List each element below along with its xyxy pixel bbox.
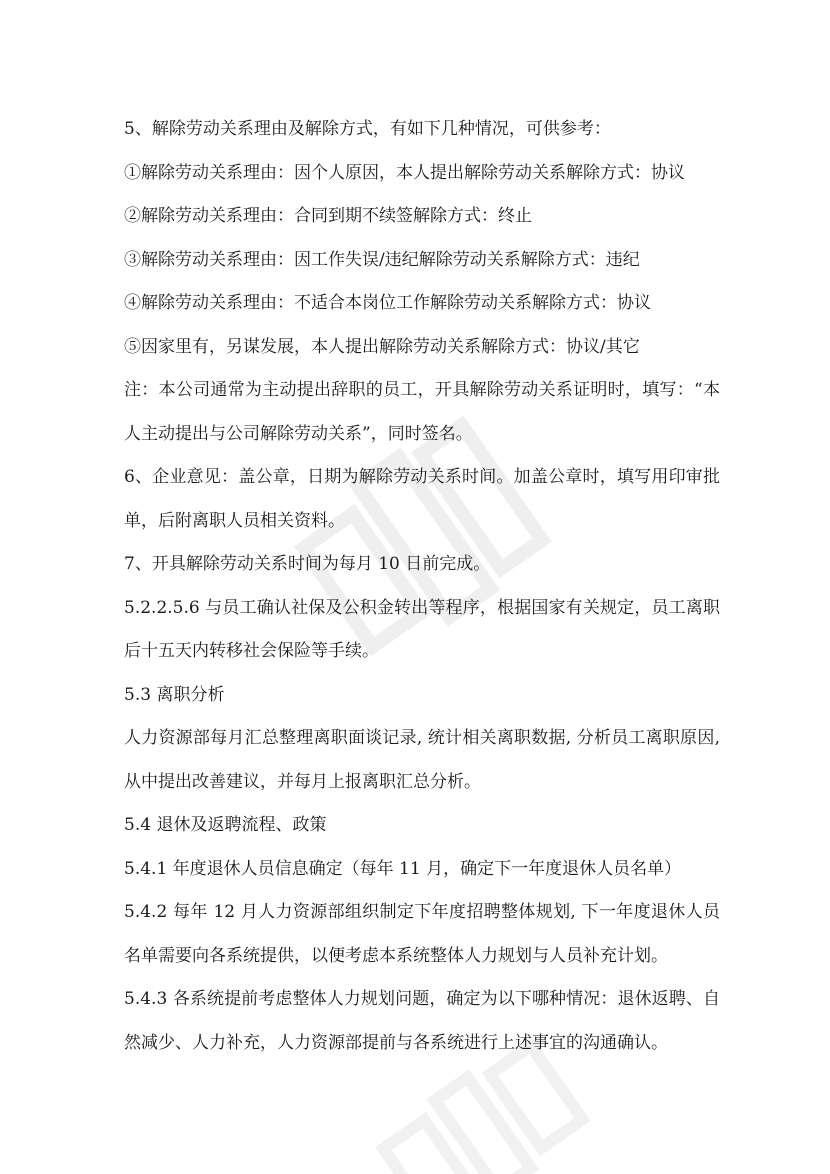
- paragraph-reason-5: ⑤因家里有，另谋发展，本人提出解除劳动关系解除方式：协议/其它: [124, 336, 640, 357]
- paragraph-retirement-5-4-3: 5.4.3 各系统提前考虑整体人力规划问题，确定为以下哪种情况：退休返聘、自然减少、人力补充，人力资源部提前与各系统进行上述事宜的沟通确认。: [124, 989, 720, 1053]
- paragraph-reason-4: ④解除劳动关系理由：不适合本岗位工作解除劳动关系解除方式：协议: [124, 293, 651, 313]
- paragraph-note: 注：本公司通常为主动提出辞职的员工，开具解除劳动关系证明时，填写：“本人主动提出与公司解除劳动关系”，同时签名。: [124, 380, 720, 444]
- paragraph-resignation-analysis: 人力资源部每月汇总整理离职面谈记录, 统计相关离职数据, 分析员工离职原因, 从中提出改善建议，并每月上报离职汇总分析。: [124, 728, 720, 792]
- paragraph-retirement-5-4-1: 5.4.1 年度退休人员信息确定（每年 11 月，确定下一年度退休人员名单）: [124, 858, 682, 879]
- paragraph-termination-reasons-intro: 5、解除劳动关系理由及解除方式，有如下几种情况，可供参考：: [124, 119, 611, 139]
- paragraph-reason-3: ③解除劳动关系理由：因工作失误/违纪解除劳动关系解除方式：违纪: [124, 249, 640, 270]
- paragraph-issue-deadline: 7、开具解除劳动关系时间为每月 10 日前完成。: [124, 554, 491, 574]
- paragraph-retirement-5-4-2: 5.4.2 每年 12 月人力资源部组织制定下年度招聘整体规划, 下一年度退休人员名单需要向各系统提供，以便考虑本系统整体人力规划与人员补充计划。: [124, 902, 720, 966]
- paragraph-reason-2: ②解除劳动关系理由：合同到期不续签解除方式：终止: [124, 206, 532, 226]
- document-body: [124, 108, 720, 1065]
- paragraph-company-opinion: 6、企业意见：盖公章，日期为解除劳动关系时间。加盖公章时，填写用印审批单，后附离职人员相关资料。: [124, 467, 720, 531]
- paragraph-social-insurance: 5.2.2.5.6 与员工确认社保及公积金转出等程序，根据国家有关规定，员工离职后十五天内转移社会保险等手续。: [124, 597, 720, 661]
- paragraph-reason-1: ①解除劳动关系理由：因个人原因，本人提出解除劳动关系解除方式：协议: [124, 162, 685, 183]
- section-heading-resignation-analysis: 5.3 离职分析: [124, 684, 225, 705]
- section-heading-retirement: 5.4 退休及返聘流程、政策: [124, 815, 327, 835]
